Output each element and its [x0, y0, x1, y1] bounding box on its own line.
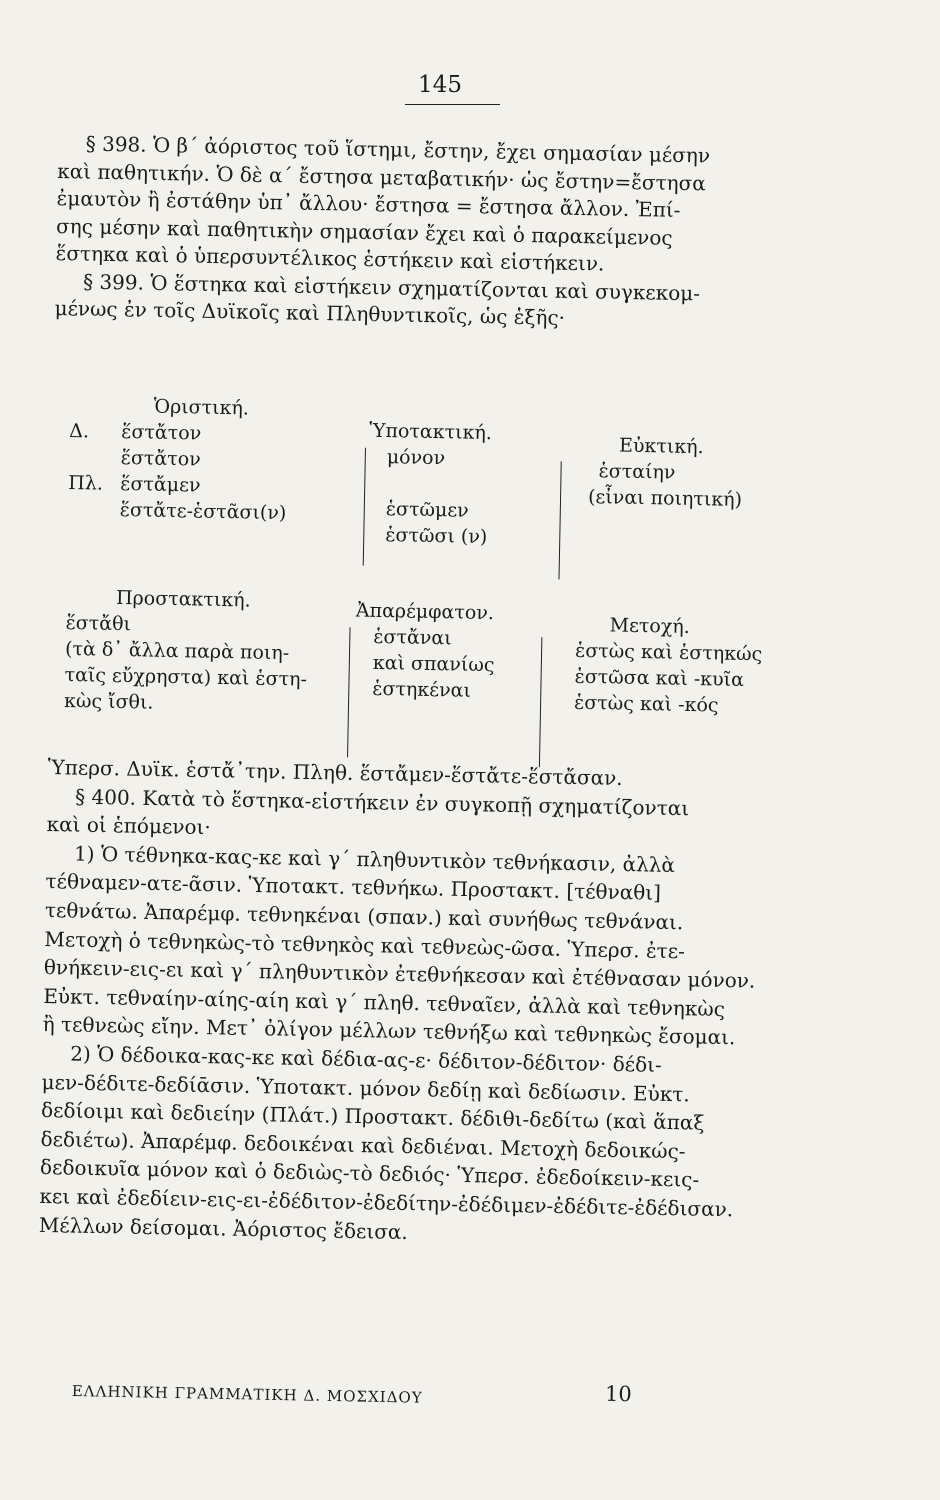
- plural-row: [68, 470, 338, 501]
- infinitive-1: ἑστἄναι: [373, 625, 452, 650]
- indicative-heading: Ὁριστική.: [153, 395, 250, 420]
- item-2-line: κει καὶ ἐδεδίειν-εις-ει-ἐδέδιτον-ἐδεδίτην-ἐδέδιμεν-ἐδέδιτε-ἐδέδισαν.: [39, 1183, 734, 1222]
- optative-2: (εἶναι ποιητική): [587, 485, 743, 511]
- item-2-line: 2) Ὁ δέδοικα-κας-κε καὶ δέδια-ας-ε· δέδιτον-δέδιτον· δέδι-: [70, 1041, 662, 1077]
- participle-column: [574, 612, 786, 720]
- participle-3: ἑστὼς καὶ -κός: [573, 691, 719, 717]
- running-footer: ΕΛΛΗΝΙΚΗ ΓΡΑΜΜΑΤΙΚΗ Δ. ΜΟΣΧΙΔΟΥ: [71, 1382, 423, 1407]
- imperative-heading: Προστακτική.: [115, 586, 251, 612]
- optative-1: ἑσταίην: [598, 460, 676, 484]
- item-1-line: θνήκειν-εις-ει καὶ γ΄ πληθυντικὸν ἐτεθνήκεσαν καὶ ἐτέθνασαν μόνον.: [43, 955, 756, 993]
- infinitive-3: ἑστηκέναι: [372, 677, 472, 702]
- imperative-column: [64, 584, 346, 719]
- item-2-line: δεδιέτω). Ἀπαρέμφ. δεδοικέναι καὶ δεδιέναι. Μετοχὴ δεδοικώς-: [40, 1126, 686, 1164]
- subjunctive-plural-1: ἑστῶμεν: [385, 498, 469, 522]
- imperative-2: (τὰ δ᾿ ἄλλα παρὰ ποιη-: [64, 637, 290, 665]
- item-1-line: Εὐκτ. τεθναίην-αίης-αίη καὶ γ΄ πληθ. τεθναῖεν, ἀλλὰ καὶ τεθνηκὼς: [43, 983, 726, 1021]
- para-400-line: καὶ οἱ ἑπόμενοι·: [46, 812, 211, 840]
- imperative-1: ἕστἄθι: [65, 611, 132, 636]
- indicative-plural-1: ἕστἄμεν: [120, 472, 201, 497]
- plural-label: Πλ.: [68, 471, 104, 495]
- indicative-dual-2: ἕστἄτον: [120, 446, 201, 471]
- paragraphs-398-399: [54, 130, 770, 336]
- indicative-plural-2: ἕστἄτε-ἑστᾶσι(ν): [119, 498, 287, 525]
- imperative-4: κὼς ἴσθι.: [63, 689, 154, 714]
- table-divider: [558, 461, 561, 579]
- infinitive-heading: Ἀπαρέμφατον.: [355, 599, 495, 625]
- para-399-line: § 399. Ὁ ἕστηκα καὶ εἱστήκειν σχηματίζονται καὶ συγκεκομ-: [82, 269, 701, 305]
- paragraphs-400: [39, 753, 768, 1253]
- participle-2: ἑστῶσα καὶ -κυῖα: [574, 665, 745, 691]
- table-divider: [363, 448, 366, 566]
- imperative-3: ταῖς εὔχρηστα) καὶ ἑστη-: [64, 663, 308, 691]
- infinitive-column: [354, 598, 556, 706]
- subjunctive-column: [367, 418, 559, 552]
- page-number: 145: [418, 72, 462, 98]
- para-398-line: σης μέσην καὶ παθητικὴν σημασίαν ἔχει καὶ ὁ παρακείμενος: [55, 213, 673, 250]
- para-398-line: καὶ παθητικήν. Ὁ δὲ α΄ ἔστησα μεταβατικήν· ὡς ἔστην=ἔστησα: [56, 158, 707, 195]
- item-2-line: μεν-δέδιτε-δεδίᾱσιν. Ὑποτακτ. μόνον δεδίῃ καὶ δεδίωσιν. Εὐκτ.: [41, 1069, 690, 1106]
- indicative-column: [68, 392, 340, 527]
- para-399-line: μένως ἐν τοῖς Δυϊκοῖς καὶ Πληθυντικοῖς, ὡς ἑξῆς·: [54, 295, 566, 330]
- dual-label: Δ.: [69, 419, 90, 443]
- indicative-dual-1: ἕστἄτον: [121, 420, 202, 445]
- hyperpluperfect-line: Ὑπερσ. Δυϊκ. ἑστἄ᾿την. Πληθ. ἕστἄμεν-ἕστἄτε-ἕστἄσαν.: [47, 754, 623, 791]
- item-1-line: ἢ τεθνεὼς εἴην. Μετ᾿ ὀλίγον μέλλων τεθνήξω καὶ τεθνηκὼς ἔσομαι.: [42, 1012, 736, 1050]
- item-2-line: Μέλλων δείσομαι. Ἀόριστος ἔδεισα.: [38, 1212, 409, 1244]
- item-2-line: δεδοικυῖα μόνον καὶ ὁ δεδιὼς-τὸ δεδιός· Ὑπερσ. ἐδεδοίκειν-κεις-: [39, 1155, 700, 1192]
- participle-1: ἑστὼς καὶ ἑστηκώς: [574, 639, 763, 666]
- para-398-line: ἕστηκα καὶ ὁ ὑπερσυντέλικος ἑστήκειν καὶ εἱστήκειν.: [55, 240, 605, 276]
- table-divider: [347, 627, 350, 757]
- subjunctive-dual: μόνον: [386, 446, 446, 470]
- participle-heading: Μετοχή.: [609, 614, 691, 638]
- optative-column: [588, 432, 789, 514]
- page-number-rule: [405, 104, 500, 105]
- item-1-line: τέθναμεν-ατε-ᾶσιν. Ὑποτακτ. τεθνήκω. Προστακτ. [τέθναθι]: [45, 869, 662, 906]
- subjunctive-heading: Ὑποτακτική.: [369, 419, 493, 445]
- subjunctive-plural-2: ἑστῶσι (ν): [385, 524, 488, 549]
- item-1-line: 1) Ὁ τέθνηκα-κας-κε καὶ γ΄ πληθυντικὸν τεθνήκασιν, ἀλλὰ: [73, 841, 676, 877]
- conjugation-table: [63, 392, 790, 786]
- spacer: [368, 470, 558, 500]
- item-1-line: Μετοχὴ ὁ τεθνηκὼς-τὸ τεθνηκὸς καὶ τεθνεὼς-ῶσα. Ὑπερσ. ἐτε-: [44, 926, 686, 963]
- signature-mark: 10: [604, 1381, 632, 1407]
- para-398-line: ἐμαυτὸν ἢ ἐστάθην ὑπ᾿ ἄλλου· ἔστησα = ἔστησα ἄλλον. Ἐπί-: [56, 185, 681, 222]
- dual-row: [69, 418, 339, 449]
- para-398-line: § 398. Ὁ β΄ ἀόριστος τοῦ ἵστημι, ἔστην, ἔχει σημασίαν μέσην: [85, 131, 711, 168]
- para-400-line: § 400. Κατὰ τὸ ἕστηκα-εἱστήκειν ἐν συγκοπῇ σχηματίζονται: [74, 784, 690, 820]
- item-2-line: δεδίοιμι καὶ δεδιείην (Πλάτ.) Προστακτ. δέδιθι-δεδίτω (καὶ ἅπαξ: [40, 1098, 705, 1135]
- infinitive-2: καὶ σπανίως: [372, 651, 495, 677]
- optative-heading: Εὐκτική.: [618, 434, 704, 459]
- item-1-line: τεθνάτω. Ἀπαρέμφ. τεθνηκέναι (σπαν.) καὶ συνήθως τεθνάναι.: [44, 897, 684, 935]
